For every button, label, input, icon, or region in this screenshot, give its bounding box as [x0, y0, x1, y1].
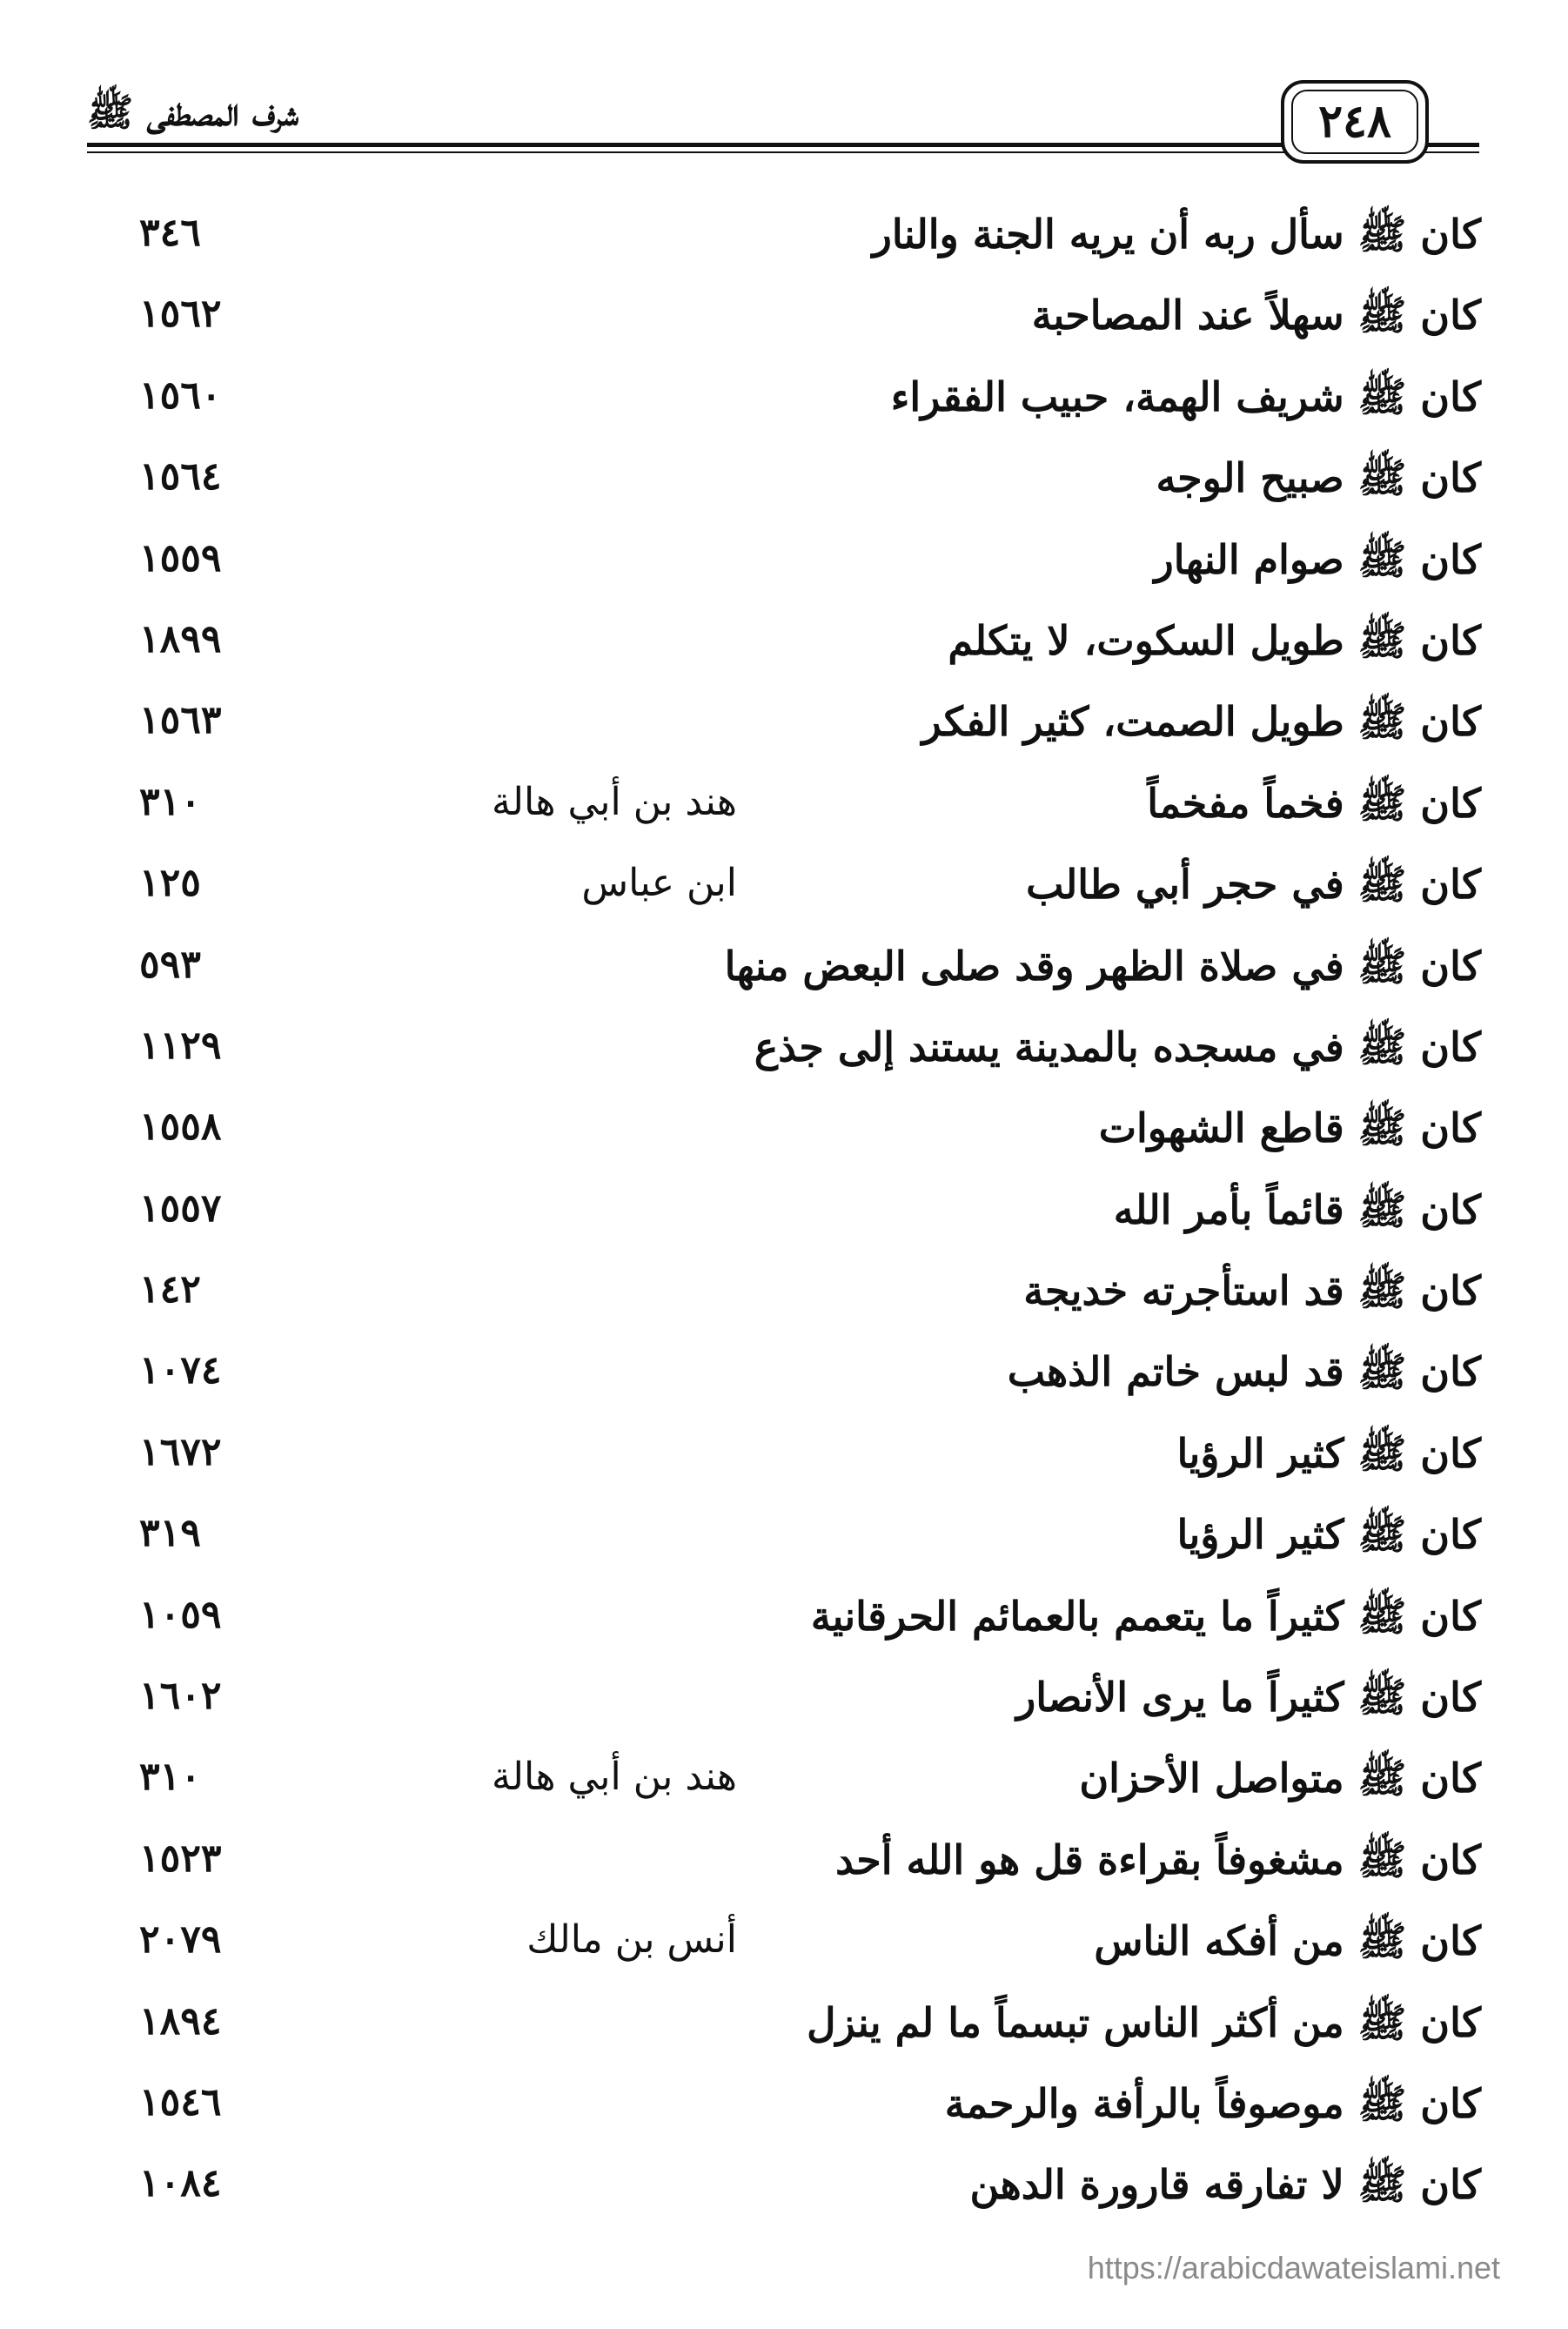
page-number-frame — [1281, 80, 1429, 164]
entry-number: ١٥٦٠ — [139, 373, 222, 418]
entry-number: ٣١٠ — [139, 1755, 201, 1800]
page-number: ٢٤٨ — [1291, 90, 1418, 154]
entry-phrase: كان ﷺ في حجر أبي طالب — [1026, 861, 1481, 909]
index-entry — [0, 1826, 1568, 1907]
entry-narrator: أنس بن مالك — [526, 1917, 737, 1963]
index-entry — [0, 1907, 1568, 1988]
entry-number: ١٦٠٢ — [139, 1674, 222, 1719]
entry-phrase: كان ﷺ صوام النهار — [1154, 535, 1481, 583]
entry-number: ١٥٢٣ — [139, 1836, 222, 1881]
entry-number: ١٠٨٤ — [139, 2161, 222, 2206]
entry-phrase: كان ﷺ قائماً بأمر الله — [1113, 1185, 1481, 1233]
entry-number: ٣١٠ — [139, 779, 201, 824]
index-entry — [0, 1257, 1568, 1338]
index-entry — [0, 1338, 1568, 1419]
entry-number: ١٥٦٢ — [139, 292, 222, 337]
entry-phrase: كان ﷺ فخماً مفخماً — [1147, 779, 1481, 827]
entry-phrase: كان ﷺ طويل الصمت، كثير الفكر — [921, 698, 1481, 746]
index-entry — [0, 1176, 1568, 1257]
entry-phrase: كان ﷺ متواصل الأحزان — [1079, 1755, 1481, 1802]
index-entry — [0, 1420, 1568, 1500]
entry-phrase: كان ﷺ طويل السكوت، لا يتكلم — [948, 616, 1481, 664]
index-entry — [0, 363, 1568, 444]
entry-number: ١٥٤٦ — [139, 2079, 222, 2124]
entry-number: ٢٠٧٩ — [139, 1917, 222, 1963]
entry-phrase: كان ﷺ من أفكه الناس — [1094, 1917, 1481, 1965]
entry-number: ١٠٥٩ — [139, 1592, 222, 1637]
index-entry — [0, 281, 1568, 362]
index-entry — [0, 1582, 1568, 1663]
entry-number: ١١٢٩ — [139, 1023, 222, 1068]
entry-phrase: كان ﷺ كثيراً ما يرى الأنصار — [1016, 1674, 1481, 1722]
index-entry — [0, 2151, 1568, 2232]
entry-number: ٣٤٦ — [139, 211, 201, 255]
entry-narrator: هند بن أبي هالة — [491, 779, 737, 824]
entry-phrase: كان ﷺ من أكثر الناس تبسماً ما لم ينزل — [807, 1998, 1481, 2046]
entry-number: ١٤٢ — [139, 1267, 201, 1312]
entry-number: ١٥٥٨ — [139, 1104, 222, 1150]
page-header — [87, 80, 1479, 176]
entry-phrase: كان ﷺ شريف الهمة، حبيب الفقراء — [890, 373, 1481, 420]
entry-number: ١٢٥ — [139, 861, 201, 906]
index-entry — [0, 850, 1568, 931]
index-entry — [0, 932, 1568, 1013]
entry-phrase: كان ﷺ مشغوفاً بقراءة قل هو الله أحد — [835, 1836, 1481, 1883]
entry-number: ١٥٦٣ — [139, 698, 222, 743]
entry-phrase: كان ﷺ كثيراً ما يتعمم بالعمائم الحرقانية — [810, 1592, 1481, 1640]
book-title: شرف المصطفى ﷺ — [87, 91, 299, 135]
entry-number: ١٥٥٧ — [139, 1185, 222, 1231]
index-entry — [0, 1989, 1568, 2070]
index-entry — [0, 1013, 1568, 1094]
entry-number: ١٥٥٩ — [139, 535, 222, 581]
index-entry — [0, 444, 1568, 525]
entry-phrase: كان ﷺ قد استأجرته خديجة — [1023, 1267, 1481, 1315]
index-entry — [0, 2070, 1568, 2151]
entry-phrase: كان ﷺ لا تفارقه قارورة الدهن — [969, 2161, 1481, 2209]
entry-phrase: كان ﷺ في مسجده بالمدينة يستند إلى جذع — [754, 1023, 1481, 1071]
entry-phrase: كان ﷺ موصوفاً بالرأفة والرحمة — [944, 2079, 1481, 2127]
entry-phrase: كان ﷺ سهلاً عند المصاحبة — [1031, 292, 1481, 339]
index-entry — [0, 1744, 1568, 1825]
entry-phrase: كان ﷺ قد لبس خاتم الذهب — [1007, 1348, 1481, 1396]
entry-phrase: كان ﷺ صبيح الوجه — [1156, 454, 1481, 502]
header-rule-thick — [87, 143, 1479, 147]
entry-number: ١٨٩٤ — [139, 1998, 222, 2044]
entry-number: ١٦٧٢ — [139, 1429, 222, 1474]
entry-number: ١٠٧٤ — [139, 1348, 222, 1393]
entry-phrase: كان ﷺ كثير الرؤيا — [1176, 1429, 1481, 1477]
index-entry — [0, 688, 1568, 769]
entry-phrase: كان ﷺ سأل ربه أن يريه الجنة والنار — [872, 211, 1481, 258]
entry-phrase: كان ﷺ قاطع الشهوات — [1098, 1104, 1481, 1152]
entry-phrase: كان ﷺ في صلاة الظهر وقد صلى البعض منها — [724, 942, 1481, 990]
header-rule-thin — [87, 151, 1479, 153]
entry-narrator: ابن عباس — [581, 861, 737, 906]
index-entry — [0, 200, 1568, 281]
index-entry — [0, 769, 1568, 850]
entry-number: ١٨٩٩ — [139, 616, 222, 661]
index-entry — [0, 1663, 1568, 1744]
entry-narrator: هند بن أبي هالة — [491, 1755, 737, 1800]
index-entry — [0, 1094, 1568, 1175]
index-entry — [0, 1500, 1568, 1581]
index-entry — [0, 607, 1568, 688]
entry-number: ٥٩٣ — [139, 942, 201, 987]
entry-phrase: كان ﷺ كثير الرؤيا — [1176, 1511, 1481, 1559]
watermark-url: https://arabicdawateislami.net — [1087, 2250, 1500, 2285]
entry-number: ١٥٦٤ — [139, 454, 222, 500]
index-entries — [0, 200, 1568, 2232]
index-entry — [0, 526, 1568, 607]
entry-number: ٣١٩ — [139, 1511, 201, 1556]
